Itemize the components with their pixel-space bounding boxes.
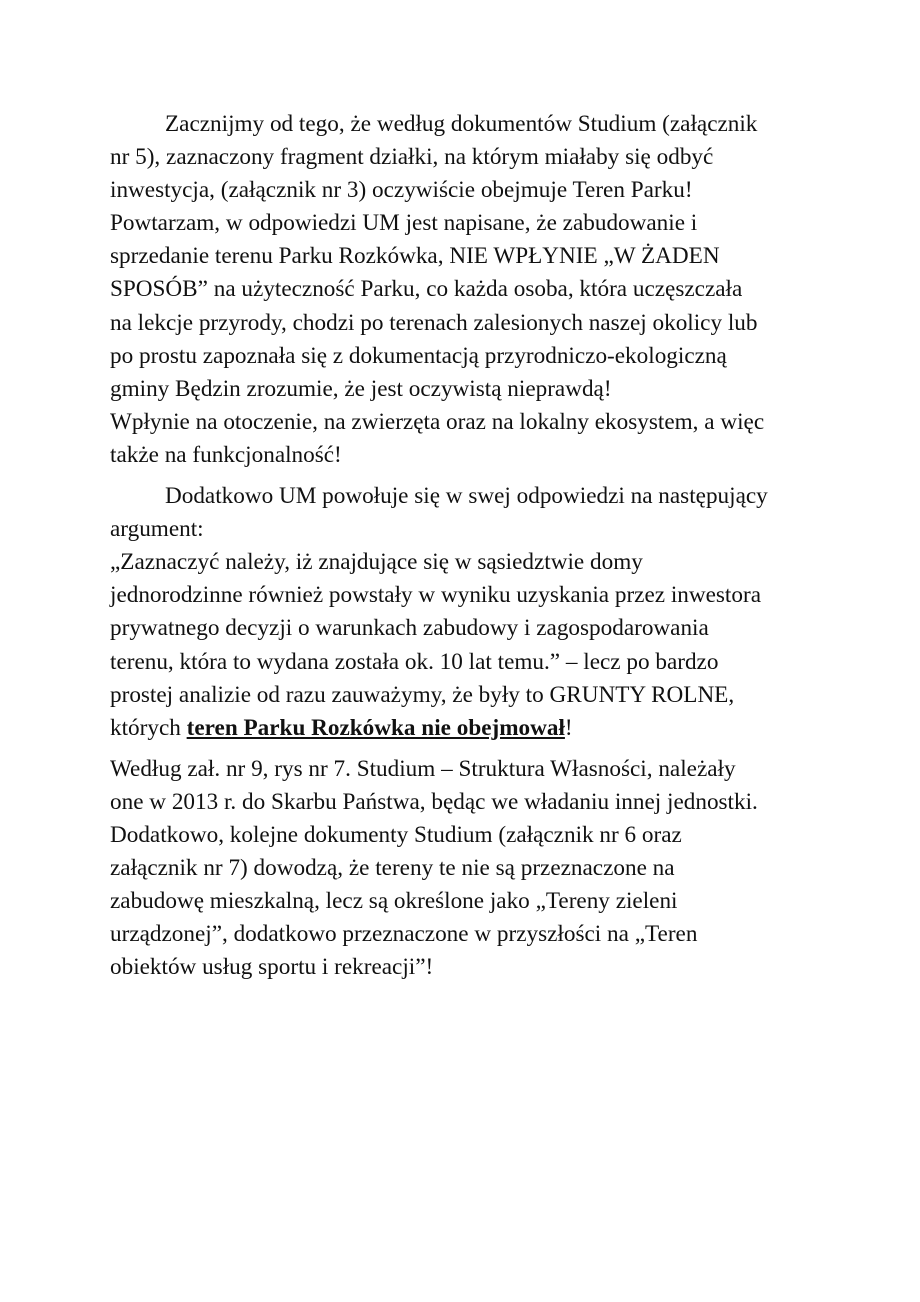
paragraph-2-line: Dodatkowo UM powołuje się w swej odpowiedzi na następujący — [165, 483, 768, 510]
paragraph-2-line: terenu, która to wydana została ok. 10 lat temu.” – lecz po bardzo — [110, 648, 719, 675]
paragraph-3-line: załącznik nr 7) dowodzą, że tereny te nie są przeznaczone na — [110, 855, 675, 882]
last-line-prefix: których — [110, 714, 187, 741]
paragraph-1-line: Zacznijmy od tego, że według dokumentów Studium (załącznik — [165, 111, 758, 137]
paragraph-3-line: one w 2013 r. do Skarbu Państwa, będąc we władaniu innej jednostki. — [110, 788, 758, 815]
paragraph-1-line: sprzedanie terenu Parku Rozkówka, NIE WPŁYNIE „W ŻADEN — [110, 243, 720, 270]
paragraph-2-line: „Zaznaczyć należy, iż znajdujące się w sąsiedztwie domy — [110, 549, 643, 576]
paragraph-2-last-line — [110, 712, 822, 745]
paragraph-3-line: Dodatkowo, kolejne dokumenty Studium (załącznik nr 6 oraz — [110, 821, 682, 848]
paragraph-2 — [110, 480, 822, 745]
paragraph-3-line: Według zał. nr 9, rys nr 7. Studium – Struktura Własności, należały — [110, 755, 736, 782]
last-line-suffix: ! — [564, 714, 573, 741]
emphasized-text: teren Parku Rozkówka nie obejmował — [186, 714, 565, 741]
paragraph-2-line: jednorodzinne również powstały w wyniku uzyskania przez inwestora — [110, 582, 761, 609]
paragraph-2-line: prywatnego decyzji o warunkach zabudowy i zagospodarowania — [110, 615, 709, 642]
paragraph-1-line: Powtarzam, w odpowiedzi UM jest napisane, że zabudowanie i — [110, 210, 698, 237]
paragraph-1 — [110, 108, 822, 472]
paragraph-1-line: nr 5), zaznaczony fragment działki, na którym miałaby się odbyć — [110, 144, 714, 171]
paragraph-1-line: gminy Będzin zrozumie, że jest oczywistą nieprawdą! — [110, 375, 612, 402]
paragraph-3-line: urządzonej”, dodatkowo przeznaczone w przyszłości na „Teren — [110, 921, 698, 948]
paragraph-3-line: obiektów usług sportu i rekreacji”! — [110, 954, 434, 981]
paragraph-2-line: argument: — [110, 516, 204, 543]
paragraph-3 — [110, 753, 822, 985]
paragraph-1-line: na lekcje przyrody, chodzi po terenach zalesionych naszej okolicy lub — [110, 309, 758, 336]
document-body — [110, 108, 822, 984]
paragraph-1-line: Wpłynie na otoczenie, na zwierzęta oraz na lokalny ekosystem, a więc — [110, 408, 765, 435]
paragraph-3-line: zabudowę mieszkalną, lecz są określone jako „Tereny zieleni — [110, 888, 678, 915]
paragraph-1-line: SPOSÓB” na użyteczność Parku, co każda osoba, która uczęszczała — [110, 276, 743, 303]
paragraph-1-line: także na funkcjonalność! — [110, 441, 342, 468]
paragraph-1-line: inwestycja, (załącznik nr 3) oczywiście obejmuje Teren Parku! — [110, 177, 693, 204]
paragraph-2-line: prostej analizie od razu zauważymy, że były to GRUNTY ROLNE, — [110, 681, 735, 708]
paragraph-1-line: po prostu zapoznała się z dokumentacją przyrodniczo-ekologiczną — [110, 342, 727, 369]
